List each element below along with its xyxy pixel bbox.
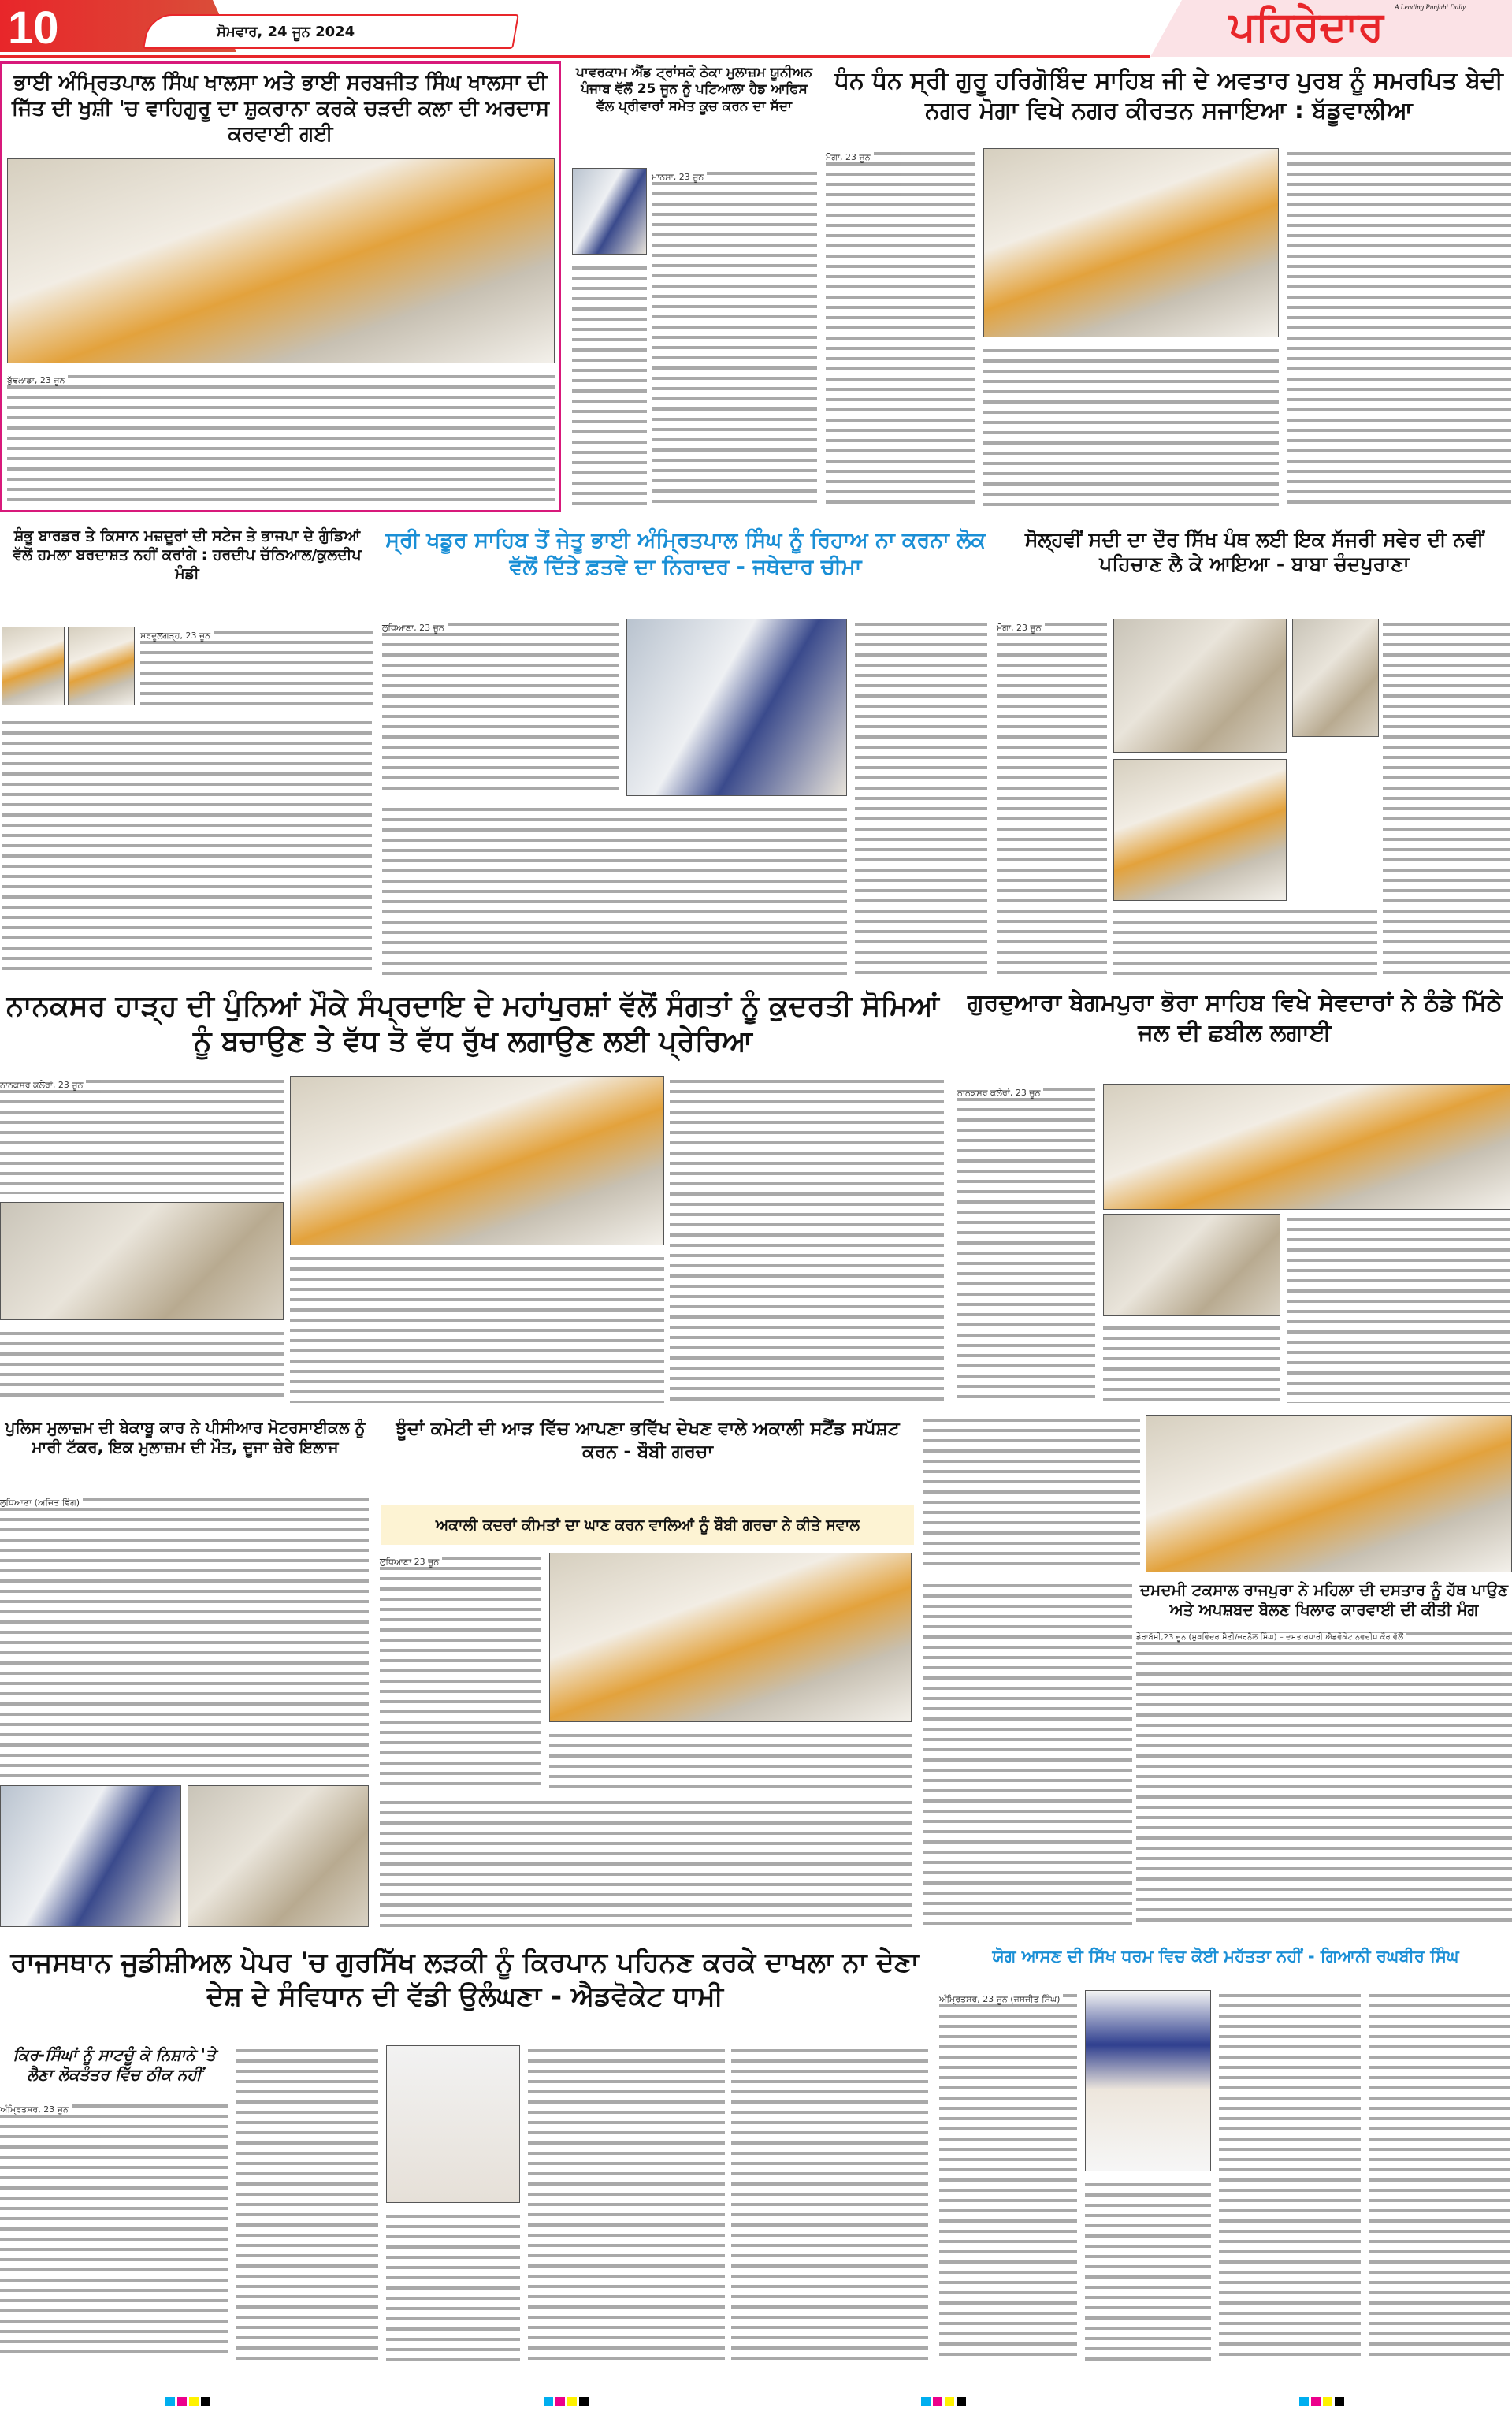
page-header (0, 0, 1512, 52)
dateline: ਲੁਧਿਆਣਾ, 23 ਜੂਨ (382, 623, 448, 633)
dateline: ਨਾਨਕਸਰ ਕਲੇਰਾਂ, 23 ਜੂਨ (957, 1088, 1043, 1098)
headline: ਭਾਈ ਅੰਮ੍ਰਿਤਪਾਲ ਸਿੰਘ ਖਾਲਸਾ ਅਤੇ ਭਾਈ ਸਰਬਜੀਤ ਸਿੰਘ ਖਾਲਸਾ ਦੀ ਜਿੱਤ ਦੀ ਖੁਸ਼ੀ 'ਚ ਵਾਹਿਗੁਰੂ ਦਾ ਸ਼ੁਕਰਾਨਾ ਕਰਕੇ ਚੜਦੀ ਕਲਾ ਦੀ ਅਰਦਾਸ ਕਰਵਾਈ ਗਈ (11, 71, 550, 146)
issue-date: ਸੋਮਵਾਰ, 24 ਜੂਨ 2024 (217, 24, 355, 40)
story-shambhu-border (0, 524, 374, 981)
story-powercom-union (569, 61, 819, 512)
headline: ਯੋਗ ਆਸਣ ਦੀ ਸਿੱਖ ਧਰਮ ਵਿਚ ਕੋਈ ਮਹੱਤਤਾ ਨਹੀਂ - ਗਿਆਨੀ ਰਘਬੀਰ ਸਿੰਘ (992, 1947, 1459, 1966)
dateline: ਲੁਧਿਆਣਾ 23 ਜੂਨ (380, 1557, 442, 1567)
photo-speaker (1113, 619, 1287, 753)
headline: ਸ੍ਰੀ ਖਡੂਰ ਸਾਹਿਬ ਤੋਂ ਜੇਤੂ ਭਾਈ ਅੰਮ੍ਰਿਤਪਾਲ ਸਿੰਘ ਨੂੰ ਰਿਹਾਅ ਨਾ ਕਰਨਾ ਲੋਕ ਵੱਲੋਂ ਦਿੱਤੇ ਫ਼ਤਵੇ ਦਾ ਨਿਰਾਦਰ - ਜਥੇਦਾਰ ਚੀਮਾ (385, 528, 986, 579)
photo-accident-car (0, 1785, 181, 1927)
headline: ਸ਼ੰਭੂ ਬਾਰਡਰ ਤੇ ਕਿਸਾਨ ਮਜ਼ਦੂਰਾਂ ਦੀ ਸਟੇਜ ਤੇ ਭਾਜਪਾ ਦੇ ਗੁੰਡਿਆਂ ਵੱਲੋਂ ਹਮਲਾ ਬਰਦਾਸ਼ਤ ਨਹੀਂ ਕਰਾਂਗੇ : ਹਰਦੀਪ ਚੱਠਿਆਲ/ਕੁਲਦੀਪ ਮੰਡੀ (13, 527, 362, 582)
headline: ਝੂੰਦਾਂ ਕਮੇਟੀ ਦੀ ਆੜ ਵਿੱਚ ਆਪਣਾ ਭਵਿੱਖ ਦੇਖਣ ਵਾਲੇ ਅਕਾਲੀ ਸਟੈਂਡ ਸਪੱਸ਼ਟ ਕਰਨ - ਬੌਬੀ ਗਰਚਾ (396, 1419, 900, 1462)
masthead-tagline: A Leading Punjabi Daily (1395, 3, 1466, 11)
photo-chhabeel-2 (1103, 1214, 1280, 1316)
headline: ਪਾਵਰਕਾਮ ਐਂਡ ਟ੍ਰਾਂਸਕੋ ਠੇਕਾ ਮੁਲਾਜ਼ਮ ਯੂਨੀਅਨ ਪੰਜਾਬ ਵੱਲੋਂ 25 ਜੂਨ ਨੂੰ ਪਟਿਆਲਾ ਹੈਡ ਆਫਿਸ ਵੱਲ ਪ੍ਰੀਵਾਰਾਂ ਸਮੇਤ ਕੂਚ ਕਰਨ ਦਾ ਸੱਦਾ (576, 65, 812, 114)
dateline: ਮੋਗਾ, 23 ਜੂਨ (997, 623, 1045, 633)
story-jathedar-cheema (382, 524, 989, 981)
subheadline: ਕਿਰ-ਸਿੰਘਾਂ ਨੂੰ ਸਾਟਚੂੰ ਕੇ ਨਿਸ਼ਾਨੇ 'ਤੇ ਲੈਣਾ ਲੋਕਤੰਤਰ ਵਿੱਚ ਠੀਕ ਨਹੀਂ (13, 2045, 216, 2084)
photo-nagar-kirtan (983, 148, 1279, 337)
story-police-accident (0, 1415, 370, 1931)
photo-portrait-2 (68, 627, 135, 705)
headline: ਗੁਰਦੁਆਰਾ ਬੇਗਮਪੁਰਾ ਭੋਰਾ ਸਾਹਿਬ ਵਿਖੇ ਸੇਵਦਾਰਾਂ ਨੇ ਠੰਡੇ ਮਿੱਠੇ ਜਲ ਦੀ ਛਬੀਲ ਲਗਾਈ (967, 989, 1503, 1047)
photo-portrait (572, 168, 647, 255)
dateline: ਬੁੱਢਲਾਡਾ, 23 ਜੂਨ (7, 375, 68, 385)
photo-portrait-1 (2, 627, 65, 705)
dateline: ਅੰਮ੍ਰਿਤਸਰ, 23 ਜੂਨ (0, 2104, 72, 2115)
photo-portrait (1292, 619, 1379, 737)
headline: ਧੰਨ ਧੰਨ ਸ੍ਰੀ ਗੁਰੂ ਹਰਿਗੋਬਿੰਦ ਸਾਹਿਬ ਜੀ ਦੇ ਅਵਤਾਰ ਪੁਰਬ ਨੂੰ ਸਮਰਪਿਤ ਬੇਦੀ ਨਗਰ ਮੋਗਾ ਵਿਖੇ ਨਗਰ ਕੀਰਤਨ ਸਜਾਇਆ : ਬੱਡੂਵਾਲੀਆ (834, 67, 1503, 125)
story-moga-nagar-kirtan (826, 61, 1512, 512)
story-yoga-giani (939, 1943, 1512, 2364)
headline: ਸੋਲ੍ਹਵੀਂ ਸਦੀ ਦਾ ਦੌਰ ਸਿੱਖ ਪੰਥ ਲਈ ਇਕ ਸੱਜਰੀ ਸਵੇਰ ਦੀ ਨਵੀਂ ਪਹਿਚਾਣ ਲੈ ਕੇ ਆਇਆ - ਬਾਬਾ ਚੰਦਪੁਰਾਣਾ (1024, 528, 1484, 576)
dateline: ਮਾਨਸਾ, 23 ਜੂਨ (652, 172, 707, 182)
photo-sangat (1113, 759, 1287, 901)
photo-chhabeel-1 (1103, 1084, 1510, 1210)
photo-gathering (290, 1076, 664, 1245)
photo-dhami-portrait (386, 2045, 520, 2203)
headline: ਪੁਲਿਸ ਮੁਲਾਜ਼ਮ ਦੀ ਬੇਕਾਬੂ ਕਾਰ ਨੇ ਪੀਸੀਆਰ ਮੋਟਰਸਾਈਕਲ ਨੂੰ ਮਾਰੀ ਟੱਕਰ, ਇਕ ਮੁਲਾਜ਼ਮ ਦੀ ਮੌਤ, ਦੂਜਾ ਜ਼ੇਰੇ ਇਲਾਜ (5, 1418, 366, 1457)
photo-sangat-hall (0, 1202, 284, 1320)
headline: ਦਮਦਮੀ ਟਕਸਾਲ ਰਾਜਪੁਰਾ ਨੇ ਮਹਿਲਾ ਦੀ ਦਸਤਾਰ ਨੂੰ ਹੱਥ ਪਾਉਣ ਅਤੇ ਅਪਸ਼ਬਦ ਬੋਲਣ ਖਿਲਾਫ ਕਾਰਵਾਈ ਦੀ ਕੀਤੀ ਮੰਗ (1139, 1580, 1509, 1619)
headline: ਨਾਨਕਸਰ ਹਾੜ੍ਹ ਦੀ ਪੁੰਨਿਆਂ ਮੌਕੇ ਸੰਪ੍ਰਦਾਇ ਦੇ ਮਹਾਂਪੁਰਸ਼ਾਂ ਵੱਲੋਂ ਸੰਗਤਾਂ ਨੂੰ ਕੁਦਰਤੀ ਸੋਮਿਆਂ ਨੂੰ ਬਚਾਉਣ ਤੇ ਵੱਧ ਤੋ ਵੱਧ ਰੁੱਖ ਲਗਾਉਣ ਲਈ ਪ੍ਰੇਰਿਆ (6, 990, 940, 1058)
story-rajasthan-kirpan (0, 1943, 930, 2364)
story-damdami-taksal (923, 1415, 1512, 1931)
photo-press-conference (626, 619, 847, 796)
dateline: ਸਰਦੂਲਗੜ੍ਹ, 23 ਜੂਨ (140, 631, 214, 641)
photo-ardas-group (7, 158, 555, 363)
masthead-logo: ਪਹਿਰੇਦਾਰ (1229, 3, 1384, 50)
page-number: 10 (8, 2, 59, 54)
dateline: ਲੁਧਿਆਣਾ (ਅਜਿਤ ਵਿੰਗ) (0, 1498, 83, 1508)
story-chhabeel (957, 985, 1512, 1407)
photo-giani-portrait (1085, 1990, 1211, 2171)
print-color-bar (0, 2392, 1512, 2411)
dateline: ਅੰਮ੍ਰਿਤਸਰ, 23 ਜੂਨ (ਜਸਜੀਤ ਸਿੰਘ) (939, 1994, 1063, 2004)
dateline: ਮੋਗਾ, 23 ਜੂਨ (826, 152, 874, 162)
dateline: ਡੇਰਾਬੱਸੀ,23 ਜੂਨ (ਸੁਖਵਿੰਦਰ ਸੈਣੀ/ਜਰਨੈਲ ਸਿੰਘ) – ਦਸਤਾਰਧਾਰੀ ਐਡਵੋਕੇਟ ਨਵਦੀਪ ਕੌਰ ਵੱਲੋਂ (1136, 1633, 1406, 1642)
dateline: ਨਾਨਕਸਰ ਕਲੇਰਾਂ, 23 ਜੂਨ (0, 1080, 86, 1090)
story-bobby-garcha (380, 1415, 916, 1931)
subheadline: ਅਕਾਲੀ ਕਦਰਾਂ ਕੀਮਤਾਂ ਦਾ ਘਾਣ ਕਰਨ ਵਾਲਿਆਂ ਨੂੰ ਬੌਬੀ ਗਰਚਾ ਨੇ ਕੀਤੇ ਸਵਾਲ (381, 1505, 914, 1545)
photo-taksal-group (1146, 1415, 1512, 1572)
story-nanaksar-trees (0, 985, 945, 1407)
story-amritpal-ardas (0, 61, 561, 512)
story-baba-chandpurana (997, 524, 1512, 981)
photo-garcha-group (549, 1553, 912, 1722)
photo-accident-scene (188, 1785, 369, 1927)
headline: ਰਾਜਸਥਾਨ ਜੁਡੀਸ਼ੀਅਲ ਪੇਪਰ 'ਚ ਗੁਰਸਿੱਖ ਲੜਕੀ ਨੂੰ ਕਿਰਪਾਨ ਪਹਿਨਣ ਕਰਕੇ ਦਾਖਲਾ ਨਾ ਦੇਣਾ ਦੇਸ਼ ਦੇ ਸੰਵਿਧਾਨ ਦੀ ਵੱਡੀ ਉਲੰਘਣਾ - ਐਡਵੋਕੇਟ ਧਾਮੀ (10, 1947, 919, 2012)
